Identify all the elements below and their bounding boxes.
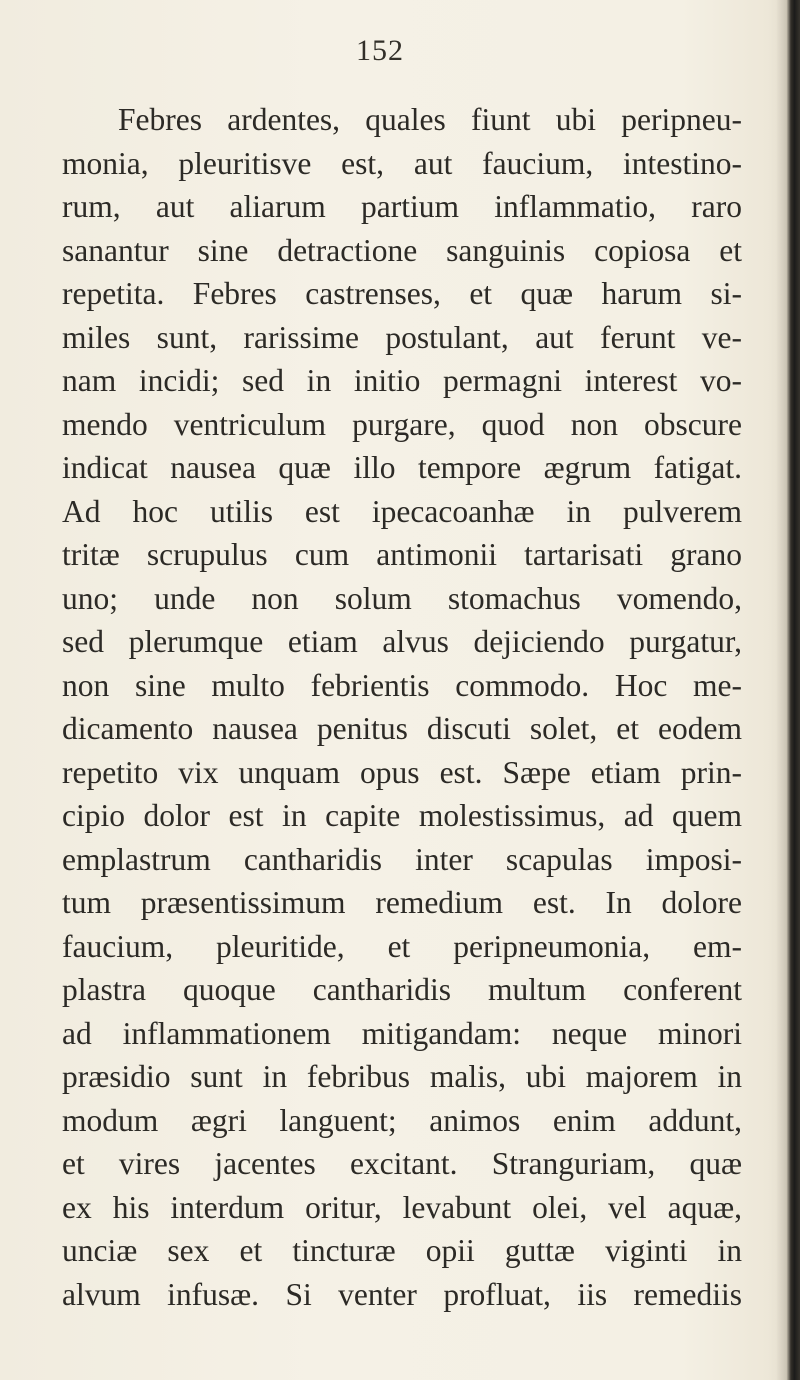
body-text	[62, 98, 742, 1316]
text-line: ad inflammationem mitigandam: neque minori	[62, 1015, 742, 1051]
text-line: rum, aut aliarum partium inflammatio, raro	[62, 189, 742, 224]
text-line: et vires jacentes excitant. Stranguriam, quæ	[62, 1146, 742, 1181]
text-line: alvum infusæ. Si venter profluat, iis remediis	[62, 1276, 742, 1312]
text-line: plastra quoque cantharidis multum conferent	[62, 972, 742, 1007]
text-line: Ad hoc utilis est ipecacoanhæ in pulverem	[62, 493, 742, 529]
text-line: mendo ventriculum purgare, quod non obscure	[62, 406, 742, 442]
text-line: Febres ardentes, quales fiunt ubi peripneu-	[118, 102, 742, 137]
text-line: ex his interdum oritur, levabunt olei, vel aquæ,	[62, 1189, 742, 1225]
text-line: cipio dolor est in capite molestissimus, ad quem	[62, 798, 742, 833]
text-line: unciæ sex et tincturæ opii guttæ viginti in	[62, 1233, 742, 1268]
text-line: emplastrum cantharidis inter scapulas imposi-	[62, 841, 742, 877]
text-line: monia, pleuritisve est, aut faucium, intestino-	[62, 145, 742, 181]
text-line: miles sunt, rarissime postulant, aut ferunt ve-	[62, 319, 742, 355]
text-line: repetito vix unquam opus est. Sæpe etiam prin-	[62, 754, 742, 790]
text-line: indicat nausea quæ illo tempore ægrum fatigat.	[62, 450, 742, 485]
text-line: non sine multo febrientis commodo. Hoc me-	[62, 667, 742, 703]
text-line: tritæ scrupulus cum antimonii tartarisati grano	[62, 537, 742, 572]
text-line: faucium, pleuritide, et peripneumonia, em-	[62, 928, 742, 964]
text-line: præsidio sunt in febribus malis, ubi majorem in	[62, 1059, 742, 1094]
page-edge-shadow	[786, 0, 800, 1380]
page-number: 152	[356, 34, 404, 67]
text-line: dicamento nausea penitus discuti solet, et eodem	[62, 711, 742, 746]
text-line: sanantur sine detractione sanguinis copiosa et	[62, 232, 742, 268]
text-line: uno; unde non solum stomachus vomendo,	[62, 580, 742, 616]
text-line: repetita. Febres castrenses, et quæ harum si-	[62, 276, 742, 311]
text-line: tum præsentissimum remedium est. In dolore	[62, 885, 742, 920]
text-line: sed plerumque etiam alvus dejiciendo purgatur,	[62, 624, 742, 659]
text-line: nam incidi; sed in initio permagni interest vo-	[62, 363, 742, 398]
text-line: modum ægri languent; animos enim addunt,	[62, 1102, 742, 1138]
